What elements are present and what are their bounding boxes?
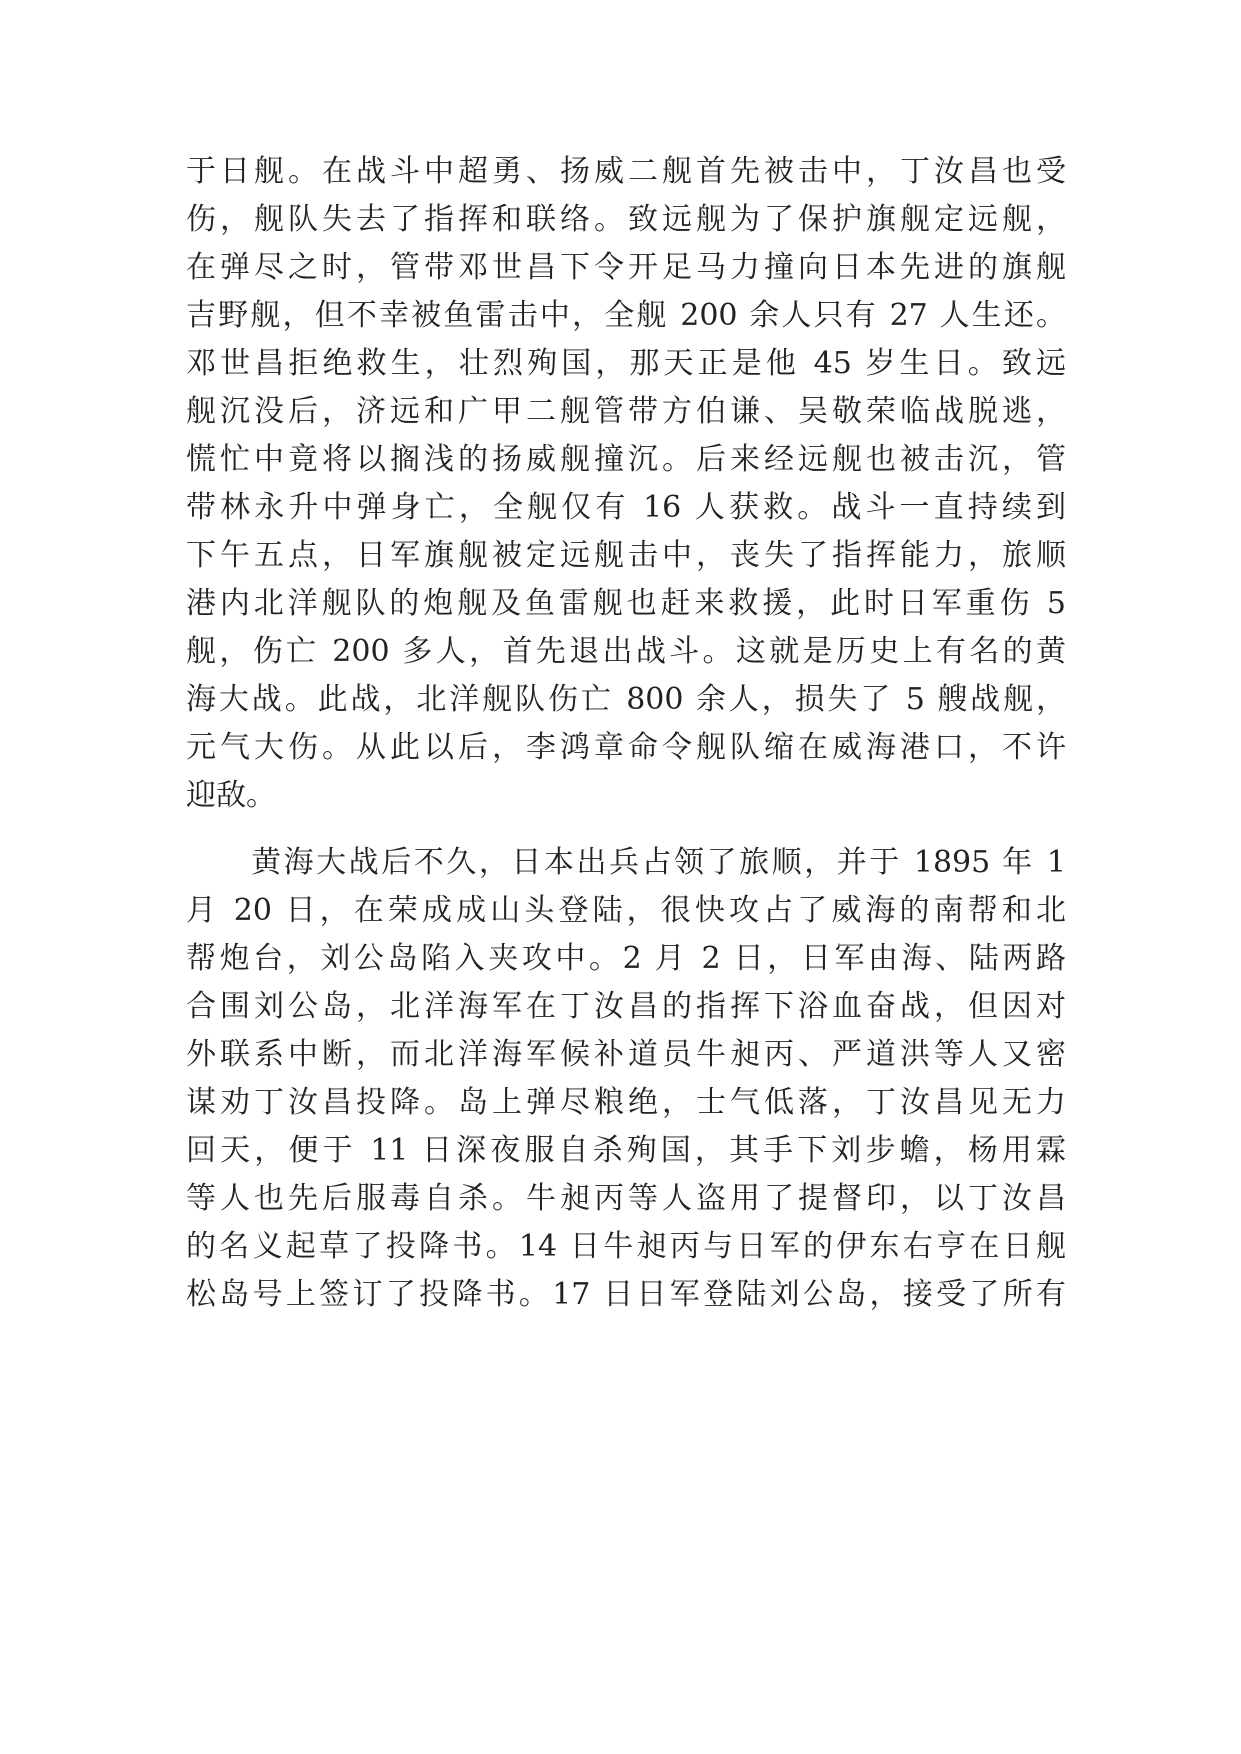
text-line: 慌忙中竟将以搁浅的扬威舰撞沉。后来经远舰也被击沉，管 [186,442,1066,477]
text-line: 帮炮台，刘公岛陷入夹攻中。2 月 2 日，日军由海、陆两路 [186,941,1066,976]
paragraph-2 [186,839,1066,1319]
text-line: 松岛号上签订了投降书。17 日日军登陆刘公岛，接受了所有 [186,1277,1066,1312]
text-line: 迎敌。 [186,778,276,813]
text-line: 黄海大战后不久，日本出兵占领了旅顺，并于 1895 年 1 [186,845,1066,880]
text-line: 港内北洋舰队的炮舰及鱼雷舰也赶来救援，此时日军重伤 5 [186,586,1066,621]
text-line: 合围刘公岛，北洋海军在丁汝昌的指挥下浴血奋战，但因对 [186,989,1066,1024]
text-line: 在弹尽之时，管带邓世昌下令开足马力撞向日本先进的旗舰 [186,250,1066,285]
text-line: 元气大伤。从此以后，李鸿章命令舰队缩在威海港口，不许 [186,730,1066,765]
text-line: 下午五点，日军旗舰被定远舰击中，丧失了指挥能力，旅顺 [186,538,1066,573]
text-line: 舰，伤亡 200 多人，首先退出战斗。这就是历史上有名的黄 [186,634,1066,669]
text-line: 舰沉没后，济远和广甲二舰管带方伯谦、吴敬荣临战脱逃， [186,394,1066,429]
text-line: 于日舰。在战斗中超勇、扬威二舰首先被击中，丁汝昌也受 [186,154,1066,189]
text-line: 带林永升中弹身亡，全舰仅有 16 人获救。战斗一直持续到 [186,490,1066,525]
text-line: 的名义起草了投降书。14 日牛昶丙与日军的伊东右亨在日舰 [186,1229,1066,1264]
text-line: 伤，舰队失去了指挥和联络。致远舰为了保护旗舰定远舰， [186,202,1066,237]
text-line: 邓世昌拒绝救生，壮烈殉国，那天正是他 45 岁生日。致远 [186,346,1066,381]
text-line: 谋劝丁汝昌投降。岛上弹尽粮绝，士气低落，丁汝昌见无力 [186,1085,1066,1120]
text-line: 回天，便于 11 日深夜服自杀殉国，其手下刘步蟾，杨用霖 [186,1133,1066,1168]
text-line: 等人也先后服毒自杀。牛昶丙等人盗用了提督印，以丁汝昌 [186,1181,1066,1216]
document-body [186,148,1066,1319]
paragraph-spacer [186,820,1066,839]
text-line: 吉野舰，但不幸被鱼雷击中，全舰 200 余人只有 27 人生还。 [186,298,1066,333]
text-line: 外联系中断，而北洋海军候补道员牛昶丙、严道洪等人又密 [186,1037,1066,1072]
text-line: 海大战。此战，北洋舰队伤亡 800 余人，损失了 5 艘战舰， [186,682,1066,717]
text-line: 月 20 日，在荣成成山头登陆，很快攻占了威海的南帮和北 [186,893,1066,928]
paragraph-1 [186,148,1066,820]
